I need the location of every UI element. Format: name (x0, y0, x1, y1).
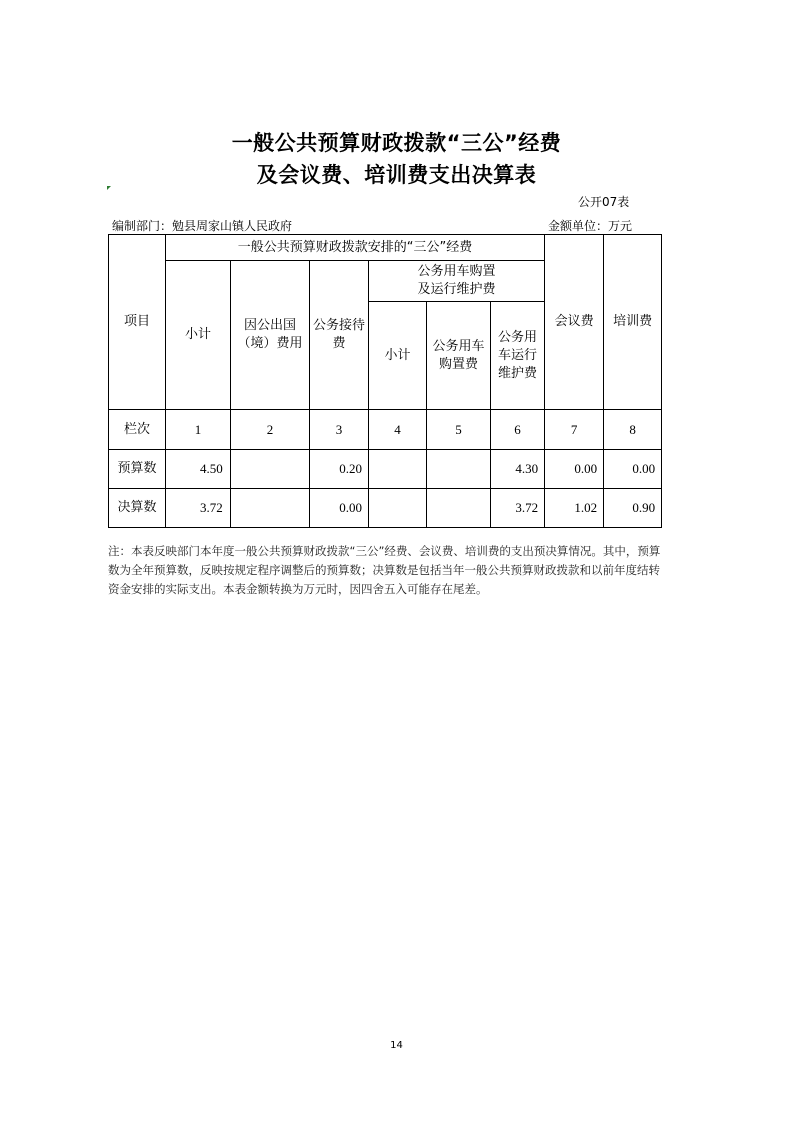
actual-vehicle-operation: 3.72 (491, 489, 545, 528)
actual-subtotal: 3.72 (166, 489, 231, 528)
header-group: 一般公共预算财政拨款安排的“三公”经费 (166, 235, 545, 261)
header-meeting: 会议费 (545, 235, 604, 410)
index-col: 1 (166, 410, 231, 450)
actual-abroad (231, 489, 310, 528)
header-vehicle-subtotal: 小计 (369, 302, 427, 410)
header-abroad: 因公出国（境）费用 (231, 261, 310, 410)
unit-label: 金额单位：万元 (548, 219, 633, 233)
index-col: 3 (310, 410, 369, 450)
expense-table (108, 234, 662, 528)
budget-abroad (231, 450, 310, 489)
index-row-label: 栏次 (109, 410, 166, 450)
header-vehicle-operation: 公务用车运行维护费 (491, 302, 545, 410)
index-col: 6 (491, 410, 545, 450)
form-number: 公开07表 (578, 195, 630, 209)
row-label-budget: 预算数 (109, 450, 166, 489)
header-item: 项目 (109, 235, 166, 410)
page-number: 14 (390, 1040, 403, 1051)
index-col: 8 (604, 410, 662, 450)
budget-meeting: 0.00 (545, 450, 604, 489)
page-title-line1: 一般公共预算财政拨款“三公”经费 (231, 131, 562, 155)
index-row (109, 410, 662, 450)
actual-meeting: 1.02 (545, 489, 604, 528)
department-label: 编制部门：勉县周家山镇人民政府 (112, 219, 293, 233)
actual-reception: 0.00 (310, 489, 369, 528)
budget-vehicle-subtotal (369, 450, 427, 489)
header-reception: 公务接待费 (310, 261, 369, 410)
table-row (109, 450, 662, 489)
budget-subtotal: 4.50 (166, 450, 231, 489)
budget-vehicle-operation: 4.30 (491, 450, 545, 489)
header-vehicle-group: 公务用车购置及运行维护费 (369, 261, 545, 302)
header-training: 培训费 (604, 235, 662, 410)
index-col: 7 (545, 410, 604, 450)
budget-reception: 0.20 (310, 450, 369, 489)
table-note: 注：本表反映部门本年度一般公共预算财政拨款“三公”经费、会议费、培训费的支出预决算情况。其中，预算数为全年预算数，反映按规定程序调整后的预算数；决算数是包括当年一般公共预算财政拨款和以前年度结转资金安排的实际支出。本表金额转换为万元时，因四舍五入可能存在尾差。 (108, 544, 661, 596)
budget-vehicle-purchase (427, 450, 491, 489)
index-col: 4 (369, 410, 427, 450)
row-label-actual: 决算数 (109, 489, 166, 528)
actual-training: 0.90 (604, 489, 662, 528)
page-title-line2: 及会议费、培训费支出决算表 (256, 163, 537, 187)
index-col: 5 (427, 410, 491, 450)
table-row (109, 489, 662, 528)
corner-mark-icon (107, 186, 111, 190)
header-subtotal: 小计 (166, 261, 231, 410)
header-vehicle-purchase: 公务用车购置费 (427, 302, 491, 410)
actual-vehicle-subtotal (369, 489, 427, 528)
budget-training: 0.00 (604, 450, 662, 489)
actual-vehicle-purchase (427, 489, 491, 528)
index-col: 2 (231, 410, 310, 450)
